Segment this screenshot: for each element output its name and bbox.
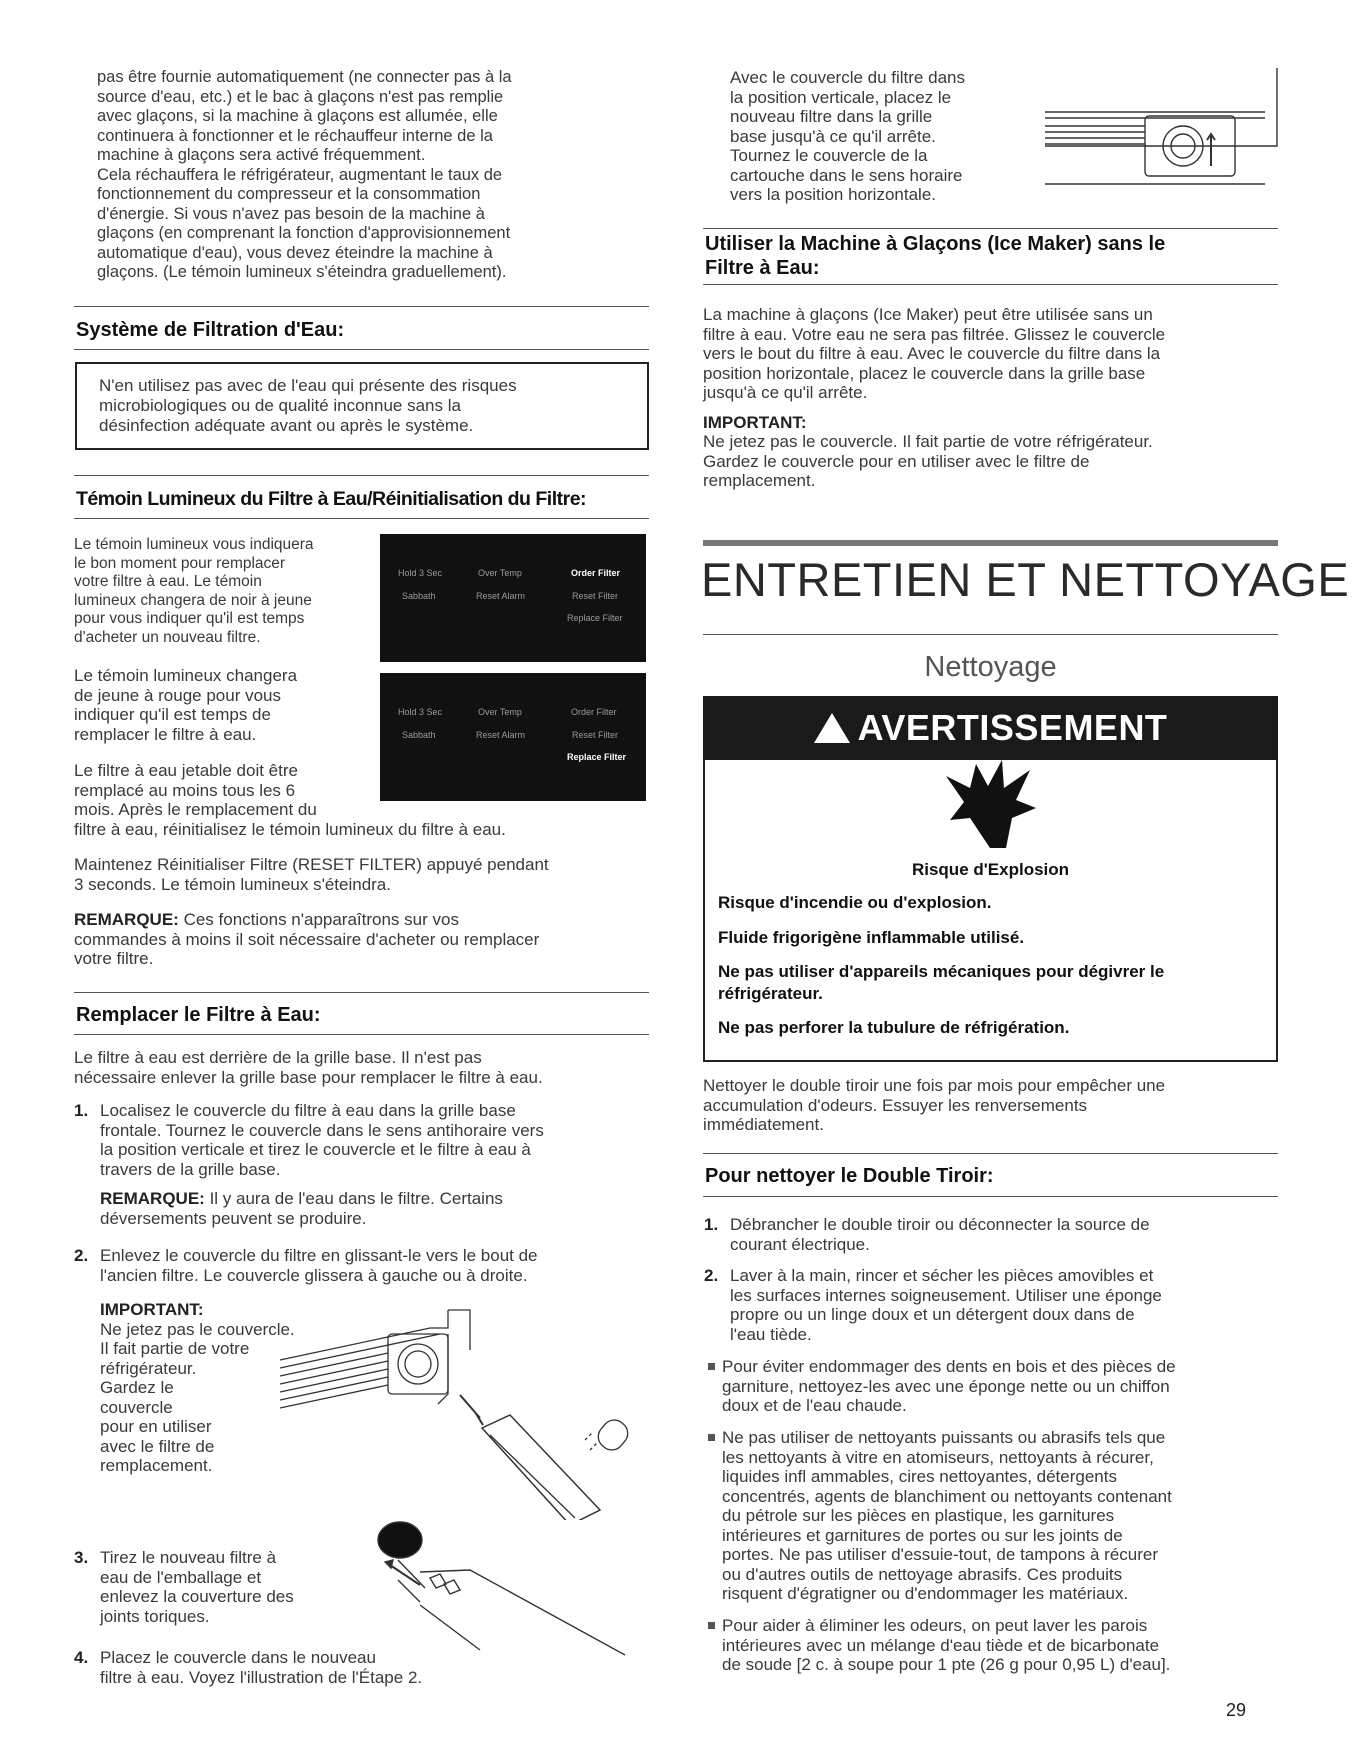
text-line: du pétrole sur les pièces en plastique, les garnitures bbox=[722, 1506, 1115, 1525]
text-line: Pour éviter endommager des dents en bois et des pièces de bbox=[722, 1357, 1176, 1376]
text-line: avec glaçons, si la machine à glaçons est allumée, elle bbox=[97, 107, 498, 125]
panel-label: Sabbath bbox=[402, 730, 436, 740]
text-line: source d'eau, etc.) et le bac à glaçons n'est pas remplie bbox=[97, 87, 504, 106]
panel-label: Hold 3 Sec bbox=[398, 568, 443, 578]
step-number: 1. bbox=[74, 1101, 89, 1120]
panel-label: Order Filter bbox=[571, 707, 617, 717]
text-line: frontale. Tournez le couvercle dans le sens antihoraire vers bbox=[100, 1120, 544, 1140]
text-line: la position verticale et tirez le couvercle et le filtre à eau à bbox=[100, 1140, 531, 1159]
warning-line: réfrigérateur. bbox=[718, 984, 823, 1003]
divider bbox=[703, 634, 1278, 635]
text-line: vers la position horizontale. bbox=[730, 185, 937, 204]
text-line: les nettoyants à vitre en atomiseurs, nettoyants à récurer, bbox=[722, 1447, 1154, 1467]
text-line: ou d'autres outils de nettoyage abrasifs. Ces produits bbox=[722, 1564, 1123, 1584]
indicator-paragraph-3 bbox=[74, 761, 654, 839]
step-number: 4. bbox=[74, 1648, 89, 1667]
text-line: indiquer qu'il est temps de bbox=[74, 705, 271, 724]
divider bbox=[74, 992, 649, 993]
bullet-icon bbox=[708, 1434, 715, 1441]
text-line: mois. Après le remplacement du bbox=[74, 800, 317, 819]
text-line: Tournez le couvercle de la bbox=[730, 146, 928, 165]
text-line: Pour aider à éliminer les odeurs, on peut laver les parois bbox=[722, 1616, 1148, 1635]
text-line: Ne pas utiliser de nettoyants puissants ou abrasifs tels que bbox=[722, 1428, 1166, 1447]
text-line: remplacer le filtre à eau. bbox=[74, 724, 257, 744]
panel-label: Over Temp bbox=[478, 707, 522, 717]
cleaning-paragraph bbox=[703, 1076, 1283, 1135]
panel-label: Reset Alarm bbox=[476, 730, 526, 740]
step-1 bbox=[74, 1101, 660, 1228]
remarque-label: REMARQUE: bbox=[74, 910, 179, 929]
reset-paragraph bbox=[74, 855, 654, 894]
subsection-title: Nettoyage bbox=[924, 651, 1057, 683]
text-line: joints toriques. bbox=[100, 1606, 210, 1626]
text-line: automatique d'eau), vous devez éteindre la machine à bbox=[97, 243, 493, 262]
text-line: votre filtre à eau. Le témoin bbox=[74, 573, 262, 591]
heading-line: Utiliser la Machine à Glaçons (Ice Maker) sans le bbox=[705, 233, 1166, 255]
divider bbox=[703, 228, 1278, 229]
text-line: immédiatement. bbox=[703, 1115, 824, 1134]
text-line: Placez le couvercle dans le nouveau bbox=[100, 1648, 376, 1667]
text-line: liquides infl ammables, cires nettoyantes, détergents bbox=[722, 1467, 1117, 1486]
text-line: risquent d'égratigner ou d'endommager les matériaux. bbox=[722, 1584, 1129, 1603]
section-bar bbox=[703, 540, 1278, 546]
important-label: IMPORTANT: bbox=[703, 412, 807, 432]
text-line: Cela réchauffera le réfrigérateur, augmentant le taux de bbox=[97, 165, 503, 184]
panel-label: Reset Filter bbox=[572, 730, 619, 740]
text-line: intérieures et garnitures de portes ou sur les joints de bbox=[722, 1525, 1123, 1545]
indicator-paragraph-1 bbox=[74, 536, 374, 648]
text-line: Gardez le couvercle pour en utiliser avec le filtre de bbox=[703, 451, 1090, 471]
warning-header bbox=[703, 696, 1278, 760]
divider bbox=[74, 475, 649, 476]
text-line: Ne jetez pas le couvercle. bbox=[100, 1319, 295, 1339]
divider bbox=[703, 1196, 1278, 1197]
icemaker-heading bbox=[705, 232, 1165, 280]
text-line: Tirez le nouveau filtre à bbox=[100, 1548, 277, 1567]
panel-label-highlighted: Order Filter bbox=[571, 568, 621, 578]
bullet-icon bbox=[708, 1363, 715, 1370]
panel-label: Hold 3 Sec bbox=[398, 707, 443, 717]
warning-line: Ne pas utiliser d'appareils mécaniques pour dégivrer le bbox=[718, 962, 1165, 981]
step-2 bbox=[74, 1246, 660, 1285]
text-line: base jusqu'à ce qu'il arrête. bbox=[730, 126, 936, 146]
text-line: glaçons (en comprenant la fonction d'approvisionnement bbox=[97, 224, 511, 242]
text-line: de jeune à rouge pour vous bbox=[74, 685, 281, 705]
text-line: jusqu'à ce qu'il arrête. bbox=[703, 383, 868, 402]
text-line: accumulation d'odeurs. Essuyer les renversements bbox=[703, 1095, 1088, 1115]
panel-label: Over Temp bbox=[478, 568, 522, 578]
filter-removal-illustration bbox=[270, 1300, 650, 1520]
divider bbox=[74, 306, 649, 307]
remarque-paragraph bbox=[74, 910, 654, 969]
text-line: travers de la grille base. bbox=[100, 1159, 281, 1179]
text-line: continuera à fonctionner et le réchauffeur interne de la bbox=[97, 126, 493, 145]
panel-label: Reset Alarm bbox=[476, 591, 526, 601]
text-line: l'ancien filtre. Le couvercle glissera à gauche ou à droite. bbox=[100, 1265, 528, 1285]
text-line: commandes à moins il soit nécessaire d'acheter ou remplacer bbox=[74, 929, 540, 949]
text-line: filtre à eau, réinitialisez le témoin lumineux du filtre à eau. bbox=[74, 819, 506, 839]
text-line: Ces fonctions n'apparaîtrons sur vos bbox=[178, 910, 459, 929]
drawer-bullet-2 bbox=[722, 1428, 1282, 1604]
text-line: pour en utiliser bbox=[100, 1417, 212, 1436]
text-line: Il fait partie de votre bbox=[100, 1339, 250, 1358]
text-line: nécessaire enlever la grille base pour remplacer le filtre à eau. bbox=[74, 1067, 543, 1087]
text-line: nouveau filtre dans la grille bbox=[730, 107, 933, 126]
drawer-bullet-1 bbox=[722, 1357, 1282, 1416]
text-line: eau de l'emballage et bbox=[100, 1567, 262, 1587]
text-line: réfrigérateur. bbox=[100, 1358, 197, 1378]
replace-heading: Remplacer le Filtre à Eau: bbox=[76, 1004, 321, 1026]
text-line: enlevez la couverture des bbox=[100, 1587, 294, 1606]
divider bbox=[74, 518, 649, 519]
warning-line: Fluide frigorigène inflammable utilisé. bbox=[718, 928, 1025, 947]
install-paragraph bbox=[730, 68, 1030, 205]
text-line: l'eau tiède. bbox=[730, 1324, 812, 1344]
notice-line: microbiologiques ou de qualité inconnue sans la bbox=[99, 396, 461, 415]
text-line: Il y aura de l'eau dans le filtre. Certains bbox=[204, 1189, 503, 1208]
divider bbox=[703, 1153, 1278, 1154]
drawer-bullet-3 bbox=[722, 1616, 1282, 1675]
text-line: couvercle bbox=[100, 1397, 173, 1417]
text-line: intérieures avec un mélange d'eau tiède et de bicarbonate bbox=[722, 1635, 1160, 1655]
bullet-icon bbox=[708, 1622, 715, 1629]
explosion-icon bbox=[940, 758, 1040, 850]
text-line: Localisez le couvercle du filtre à eau dans la grille base bbox=[100, 1101, 516, 1120]
panel-label: Replace Filter bbox=[567, 613, 623, 623]
warning-triangle-icon bbox=[814, 713, 850, 743]
text-line: La machine à glaçons (Ice Maker) peut être utilisée sans un bbox=[703, 305, 1153, 324]
filtration-heading: Système de Filtration d'Eau: bbox=[76, 319, 345, 341]
text-line: concentrés, agents de blanchiment ou nettoyants contenant bbox=[722, 1486, 1172, 1506]
intro-paragraph bbox=[97, 68, 657, 283]
panel-label: Sabbath bbox=[402, 591, 436, 601]
text-line: remplacé au moins tous les 6 bbox=[74, 780, 296, 800]
text-line: d'énergie. Si vous n'avez pas besoin de la machine à bbox=[97, 204, 485, 223]
control-panel-image-1 bbox=[380, 534, 646, 662]
text-line: vers le bout du filtre à eau. Avec le couvercle du filtre dans la bbox=[703, 344, 1161, 363]
step-number: 2. bbox=[704, 1266, 719, 1285]
text-line: les surfaces internes soigneusement. Utiliser une éponge bbox=[730, 1285, 1162, 1305]
text-line: de soude [2 c. à soupe pour 1 pte (26 g pour 0,95 L) d'eau]. bbox=[722, 1655, 1171, 1674]
text-line: Avec le couvercle du filtre dans bbox=[730, 68, 965, 87]
text-line: courant électrique. bbox=[730, 1234, 870, 1254]
text-line: garniture, nettoyez-les avec une éponge nette ou un chiffon bbox=[722, 1376, 1170, 1396]
text-line: position horizontale, placez le couvercle dans la grille base bbox=[703, 363, 1146, 383]
warning-line: Ne pas perforer la tubulure de réfrigération. bbox=[718, 1018, 1070, 1037]
warning-line: Risque d'incendie ou d'explosion. bbox=[718, 893, 992, 912]
notice-line: N'en utilisez pas avec de l'eau qui présente des risques bbox=[99, 376, 517, 395]
divider bbox=[74, 349, 649, 350]
step-number: 1. bbox=[704, 1215, 719, 1234]
step-3 bbox=[74, 1548, 340, 1626]
replace-intro bbox=[74, 1048, 659, 1087]
text-line: Nettoyer le double tiroir une fois par mois pour empêcher une bbox=[703, 1076, 1166, 1095]
text-line: Laver à la main, rincer et sécher les pièces amovibles et bbox=[730, 1266, 1154, 1285]
text-line: votre filtre. bbox=[74, 949, 154, 968]
text-line: remplacement. bbox=[703, 471, 816, 490]
drawer-step-1 bbox=[704, 1215, 1275, 1254]
filter-install-illustration bbox=[1035, 68, 1285, 198]
text-line: Le témoin lumineux vous indiquera bbox=[74, 536, 314, 553]
text-line: Enlevez le couvercle du filtre en glissant-le vers le bout de bbox=[100, 1246, 538, 1265]
text-line: la position verticale, placez le bbox=[730, 87, 952, 107]
text-line: propre ou un linge doux et un détergent doux dans de bbox=[730, 1305, 1135, 1324]
warning-risk: Risque d'Explosion bbox=[911, 860, 1070, 879]
text-line: remplacement. bbox=[100, 1456, 213, 1475]
indicator-heading: Témoin Lumineux du Filtre à Eau/Réinitialisation du Filtre: bbox=[76, 488, 587, 510]
text-line: Le témoin lumineux changera bbox=[74, 666, 298, 685]
text-line: Gardez le bbox=[100, 1378, 174, 1397]
heading-line: Filtre à Eau: bbox=[705, 257, 820, 279]
text-line: filtre à eau. Votre eau ne sera pas filtrée. Glissez le couvercle bbox=[703, 324, 1166, 344]
text-line: d'acheter un nouveau filtre. bbox=[74, 628, 261, 646]
section-title: ENTRETIEN ET NETTOYAGE bbox=[701, 553, 1350, 606]
step-4 bbox=[74, 1648, 660, 1687]
divider bbox=[703, 284, 1278, 285]
text-line: lumineux changera de noir à jeune bbox=[74, 591, 312, 609]
important-label: IMPORTANT: bbox=[100, 1300, 204, 1319]
text-line: glaçons. (Le témoin lumineux s'éteindra graduellement). bbox=[97, 263, 507, 281]
indicator-paragraph-2 bbox=[74, 666, 374, 744]
text-line: 3 seconds. Le témoin lumineux s'éteindra. bbox=[74, 874, 391, 894]
step-number: 2. bbox=[74, 1246, 89, 1265]
page-number: 29 bbox=[1226, 1700, 1247, 1720]
text-line: Débrancher le double tiroir ou déconnecter la source de bbox=[730, 1215, 1150, 1234]
drawer-heading: Pour nettoyer le Double Tiroir: bbox=[705, 1165, 994, 1187]
text-line: avec le filtre de bbox=[100, 1436, 215, 1456]
drawer-step-2 bbox=[704, 1266, 1275, 1344]
new-filter-illustration bbox=[360, 1510, 650, 1660]
panel-label-highlighted: Replace Filter bbox=[567, 752, 627, 762]
text-line: Ne jetez pas le couvercle. Il fait partie de votre réfrigérateur. bbox=[703, 432, 1153, 451]
icemaker-paragraph bbox=[703, 305, 1283, 491]
text-line: machine à glaçons sera activé fréquemment. bbox=[97, 146, 426, 164]
text-line: Maintenez Réinitialiser Filtre (RESET FILTER) appuyé pendant bbox=[74, 855, 549, 874]
panel-label: Reset Filter bbox=[572, 591, 619, 601]
text-line: Le filtre à eau est derrière de la grille base. Il n'est pas bbox=[74, 1048, 482, 1067]
filtration-notice-box bbox=[75, 362, 649, 450]
warning-title: AVERTISSEMENT bbox=[857, 707, 1168, 748]
text-line: pour vous indiquer qu'il est temps bbox=[74, 610, 305, 628]
text-line: cartouche dans le sens horaire bbox=[730, 165, 963, 185]
text-line: Le filtre à eau jetable doit être bbox=[74, 761, 298, 780]
text-line: le bon moment pour remplacer bbox=[74, 554, 286, 572]
text-line: portes. Ne pas utiliser d'essuie-tout, de tampons à récurer bbox=[722, 1545, 1159, 1564]
divider bbox=[74, 1034, 649, 1035]
text-line: fonctionnement du compresseur et la consommation bbox=[97, 185, 481, 203]
remarque-label: REMARQUE: bbox=[100, 1189, 205, 1208]
text-line: déversements peuvent se produire. bbox=[100, 1208, 367, 1228]
text-line: pas être fournie automatiquement (ne connecter pas à la bbox=[97, 68, 512, 86]
notice-line: désinfection adéquate avant ou après le système. bbox=[99, 416, 474, 435]
text-line: doux et de l'eau chaude. bbox=[722, 1396, 907, 1415]
step-number: 3. bbox=[74, 1548, 89, 1567]
text-line: filtre à eau. Voyez l'illustration de l'Étape 2. bbox=[100, 1667, 423, 1687]
